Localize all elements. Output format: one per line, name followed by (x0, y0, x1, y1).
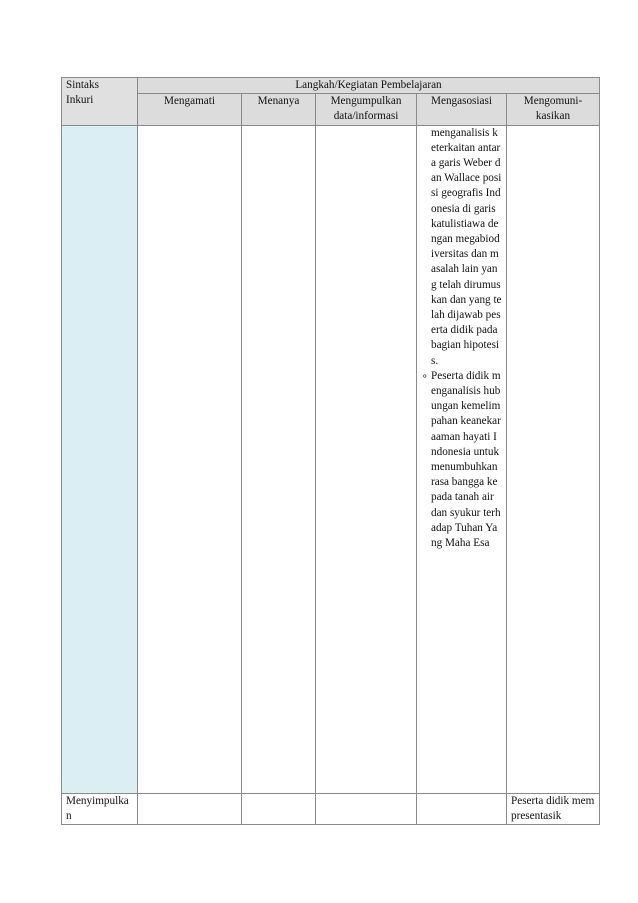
kegiatan-group-header: Langkah/Kegiatan Pembelajaran (138, 78, 600, 94)
col-header-mengomunikasikan: Mengomuni-kasikan (507, 94, 600, 125)
sintaks-cell-empty (62, 125, 138, 793)
cell-mengasosiasi (417, 793, 507, 824)
cell-mengasosiasi (417, 125, 507, 793)
header-row-top (62, 78, 600, 94)
header-row-columns (62, 94, 600, 125)
cell-mengomunikasikan (507, 125, 600, 793)
cell-mengamati (138, 125, 242, 793)
col-header-menanya: Menanya (242, 94, 316, 125)
sintaks-header (62, 78, 138, 126)
sintaks-cell-menyimpulkan: Menyimpulkan (62, 793, 138, 824)
sintaks-header-text: Sintaks Inkuri (66, 79, 99, 107)
col-header-mengasosiasi: Mengasosiasi (417, 94, 507, 125)
col-header-mengumpulkan: Mengumpulkan data/informasi (316, 94, 417, 125)
lesson-plan-table (61, 77, 600, 825)
cell-mengamati (138, 793, 242, 824)
cell-menanya (242, 793, 316, 824)
cell-mengumpulkan (316, 125, 417, 793)
list-item (421, 369, 502, 551)
cell-mengumpulkan (316, 793, 417, 824)
table-row (62, 793, 600, 824)
mengasosiasi-bullet-text: Peserta didik menganalisis hubungan kemelimpahan keanekaraaman hayati Indonesia untuk menumbuhkan rasa bangga kepada tanah air dan syukur terhadap Tuhan Yang Maha Esa (431, 369, 501, 550)
bullet-icon: ⚬ (421, 370, 429, 381)
table-row (62, 125, 600, 793)
cell-menanya (242, 125, 316, 793)
cell-mengomunikasikan-text: Peserta didik mempresentasik (507, 793, 600, 824)
col-header-mengamati: Mengamati (138, 94, 242, 125)
mengasosiasi-continuation-text: menganalisis keterkaitan antara garis Weber dan Wallace posisi geografis Indonesia di garis katulistiawa dengan megabiodiversitas dan masalah lain yang telah dirumuskan dan yang telah dijawab peserta didik pada bagian hipotesis. (431, 126, 502, 367)
